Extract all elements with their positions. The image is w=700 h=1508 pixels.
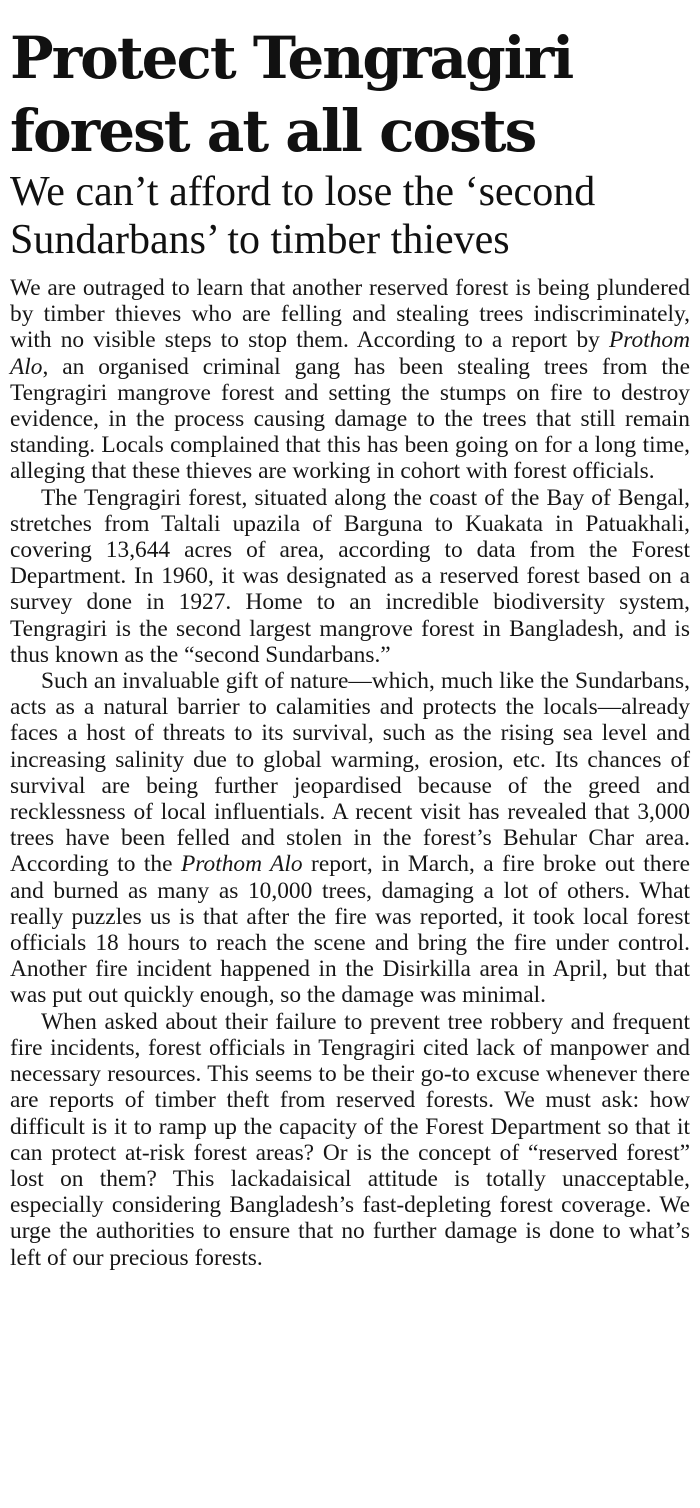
headline bbox=[10, 22, 690, 168]
publication-name: Prothom Alo bbox=[10, 327, 690, 380]
subheadline-line-1: We can’t afford to lose the ‘second bbox=[10, 169, 596, 215]
subheadline bbox=[10, 168, 690, 264]
headline-line-2: forest at all costs bbox=[10, 97, 536, 165]
article-body bbox=[10, 275, 690, 1271]
paragraph-2: The Tengragiri forest, situated along the coast of the Bay of Bengal, stretches from Taltali upazila of Barguna to Kuakata in Patuakhali, covering 13,644 acres of area, according to data from the Forest Department. In 1960, it was designated as a reserved forest based on a survey done in 1927. Home to an incredible biodiversity system, Tengragiri is the second largest mangrove forest in Bangladesh, and is thus known as the “second Sundarbans.” bbox=[10, 484, 690, 668]
paragraph-1: We are outraged to learn that another reserved forest is being plundered by timber thieves who are felling and stealing trees indiscriminately, with no visible steps to stop them. According to a report by Prothom Alo, an organised criminal gang has been stealing trees from the Tengragiri mangrove forest and setting the stumps on fire to destroy evidence, in the process causing damage to the trees that still remain standing. Locals complained that this has been going on for a long time, alleging that these thieves are working in cohort with forest officials. bbox=[10, 275, 690, 485]
paragraph-4: When asked about their failure to prevent tree robbery and frequent fire incidents, forest officials in Tengragiri cited lack of manpower and necessary resources. This seems to be their go-to excuse whenever there are reports of timber theft from reserved forests. We must ask: how difficult is it to ramp up the capacity of the Forest Department so that it can protect at-risk forest areas? Or is the concept of “reserved forest” lost on them? This lackadaisical attitude is totally unacceptable, especially considering Bangladesh’s fast-depleting forest coverage. We urge the authorities to ensure that no further damage is done to what’s left of our precious forests. bbox=[10, 1008, 690, 1271]
subheadline-line-2: Sundarbans’ to timber thieves bbox=[10, 217, 510, 263]
paragraph-3: Such an invaluable gift of nature—which, much like the Sundarbans, acts as a natural barrier to calamities and protects the locals—already faces a host of threats to its survival, such as the rising sea level and increasing salinity due to global warming, erosion, etc. Its chances of survival are being further jeopardised because of the greed and recklessness of local influentials. A recent visit has revealed that 3,000 trees have been felled and stolen in the forest’s Behular Char area. According to the Prothom Alo report, in March, a fire broke out there and burned as many as 10,000 trees, damaging a lot of others. What really puzzles us is that after the fire was reported, it took local forest officials 18 hours to reach the scene and bring the fire under control. Another fire incident happened in the Disirkilla area in April, but that was put out quickly enough, so the damage was minimal. bbox=[10, 668, 691, 1009]
publication-name: Prothom Alo bbox=[180, 851, 303, 878]
headline-line-1: Protect Tengragiri bbox=[10, 24, 573, 92]
editorial-article bbox=[10, 22, 690, 1271]
